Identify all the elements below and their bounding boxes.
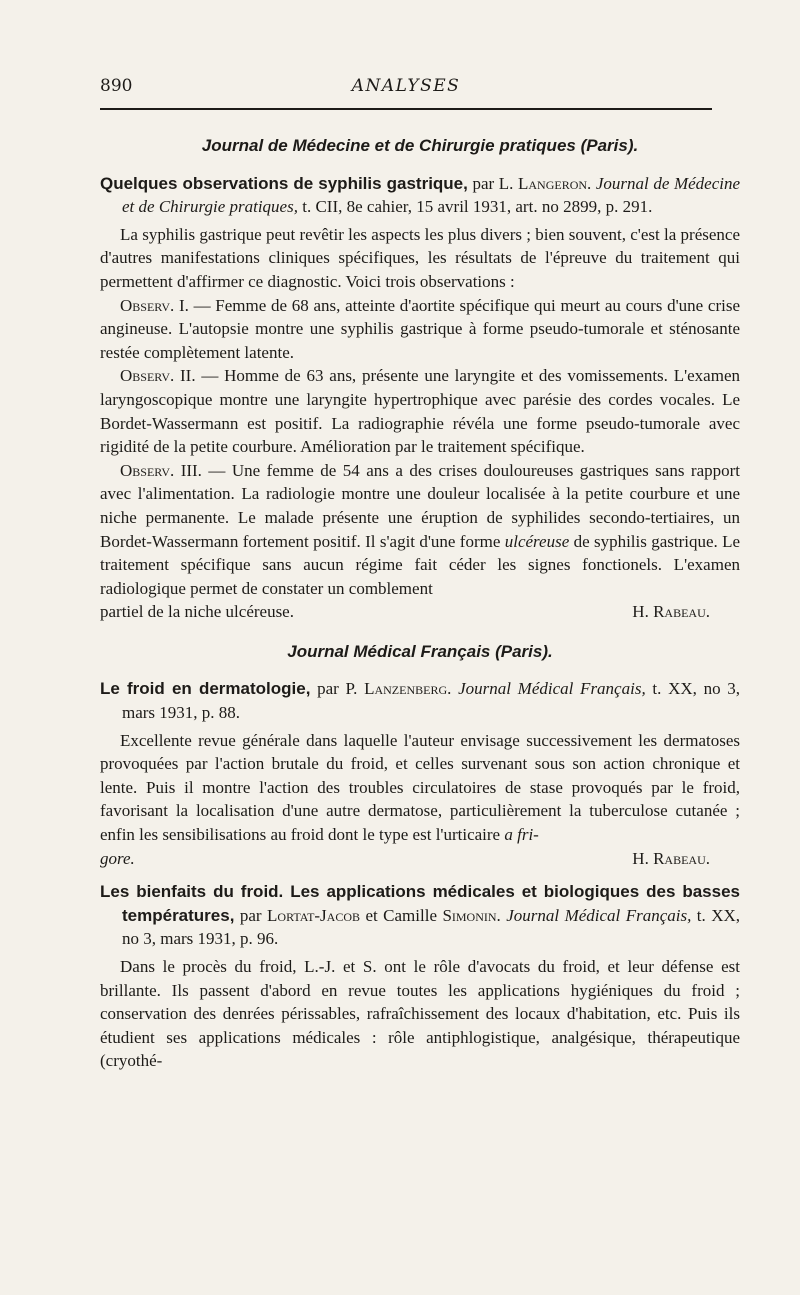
observation-text: de syphilis gastrique. Le traitement spécifique sans aucun régime fait céder les signes fonctionels. L'examen radiologique permet de constater un comblement: [100, 531, 741, 598]
by-word: par: [317, 679, 339, 699]
observation-paragraph: [100, 459, 740, 601]
article-heading: [100, 172, 740, 219]
observation-paragraph: [100, 364, 740, 458]
journal-source: Journal de Médecine et de Chirurgie pratiques,: [122, 173, 741, 217]
paragraph: La syphilis gastrique peut revêtir les aspects les plus divers ; bien souvent, c'est la présence d'autres manifestations cliniques spécifiques, les résultats de l'épreuve du traitement qui permettent d'affirmer ce diagnostic. Voici trois observations :: [100, 224, 740, 291]
paragraph: Dans le procès du froid, L.-J. et S. ont le rôle d'avocats du froid, et leur défense est brillante. Ils passent d'abord en revue toutes les applications hygiéniques du froid ; conservation des denrées périssables, rafraîchissement des locaux d'habitation, etc. Puis ils étudient ses applications médicales : rôle antiphlogistique, analgésique, thérapeutique (cryothé-: [100, 957, 740, 1071]
conjunction: et Camille: [365, 905, 437, 925]
article-heading: [100, 880, 740, 951]
reference: t. CII, 8e cahier, 15 avril 1931, art. no 2899, p. 291.: [302, 197, 653, 217]
journal-source: Journal Médical Français,: [458, 679, 646, 699]
signature: H. Rabeau.: [632, 602, 710, 622]
running-head: [100, 76, 712, 100]
observation-label: Observ. II.: [120, 366, 196, 386]
author-name: L. Langeron.: [498, 173, 592, 193]
observation-label: Observ. I.: [120, 295, 189, 315]
paragraph: [100, 729, 740, 847]
section-header: ANALYSES: [351, 76, 461, 96]
signature: H. Rabeau.: [632, 848, 710, 868]
by-word: par: [472, 173, 495, 193]
closing-line: [100, 600, 740, 624]
observation-text: — Femme de 68 ans, atteinte d'aortite spécifique qui meurt au cours d'une crise angineuse. L'autopsie montre une syphilis gastrique à forme pseudo-tumorale et sténosante restée complètement latente.: [100, 295, 741, 362]
reference: t. XX, no 3, mars 1931, p. 96.: [122, 905, 740, 949]
article-heading: [100, 677, 740, 724]
observation-paragraph: [100, 294, 740, 365]
last-line-text: gore.: [100, 848, 135, 868]
author-name: Simonin.: [442, 905, 501, 925]
last-line-text: partiel de la niche ulcéreuse.: [100, 602, 294, 622]
journal-heading: Journal de Médecine et de Chirurgie pratiques (Paris).: [201, 136, 639, 155]
observation-label: Observ. III.: [120, 460, 202, 480]
page-number: 890: [100, 76, 133, 96]
emphasis: a fri-: [504, 825, 539, 845]
header-rule: [100, 108, 712, 110]
closing-line: [100, 847, 740, 871]
article-content: [100, 134, 740, 1073]
article-title: Le froid en dermatologie,: [100, 679, 311, 699]
author-name: P. Lanzenberg.: [345, 679, 452, 699]
journal-heading: Journal Médical Français (Paris).: [287, 641, 553, 661]
author-name: Lortat-Jacob: [267, 905, 361, 925]
article-title: Les bienfaits du froid. Les applications médicales et biologiques des basses températures,: [100, 882, 740, 925]
emphasis: ulcéreuse: [504, 531, 570, 551]
article-title: Quelques observations de syphilis gastrique,: [100, 173, 468, 193]
reference: t. XX, no 3, mars 1931, p. 88.: [122, 679, 741, 723]
observation-text: — Une femme de 54 ans a des crises douloureuses gastriques sans rapport avec l'alimentation. La radiologie montre une douleur localisée à la petite courbure et une niche permanente. Le malade présente une éruption de syphilides secondo-tertiaires, un Bordet-Wassermann fortement positif. Il s'agit d'une forme: [100, 460, 741, 551]
journal-source: Journal Médical Français,: [506, 905, 692, 925]
by-word: par: [239, 905, 262, 925]
observation-text: — Homme de 63 ans, présente une laryngite et des vomissements. L'examen laryngoscopique montre une laryngite hypertrophique avec parésie des cordes vocales. Le Bordet-Wassermann est positif. La radiographie révéla une forme pseudo-tumorale avec rigidité de la petite courbure. Amélioration par le traitement spécifique.: [100, 366, 740, 457]
paragraph-text: Excellente revue générale dans laquelle l'auteur envisage successivement les dermatoses provoquées par l'action brutale du froid, et celles survenant sous son action chronique et lente. Puis il montre l'action des troubles circulatoires de stase provoqués par le froid, favorisant la localisation d'une autre dermatose, particulièrement la tuberculose cutanée ; enfin les sensibilisations au froid dont le type est l'urticaire: [100, 730, 740, 845]
